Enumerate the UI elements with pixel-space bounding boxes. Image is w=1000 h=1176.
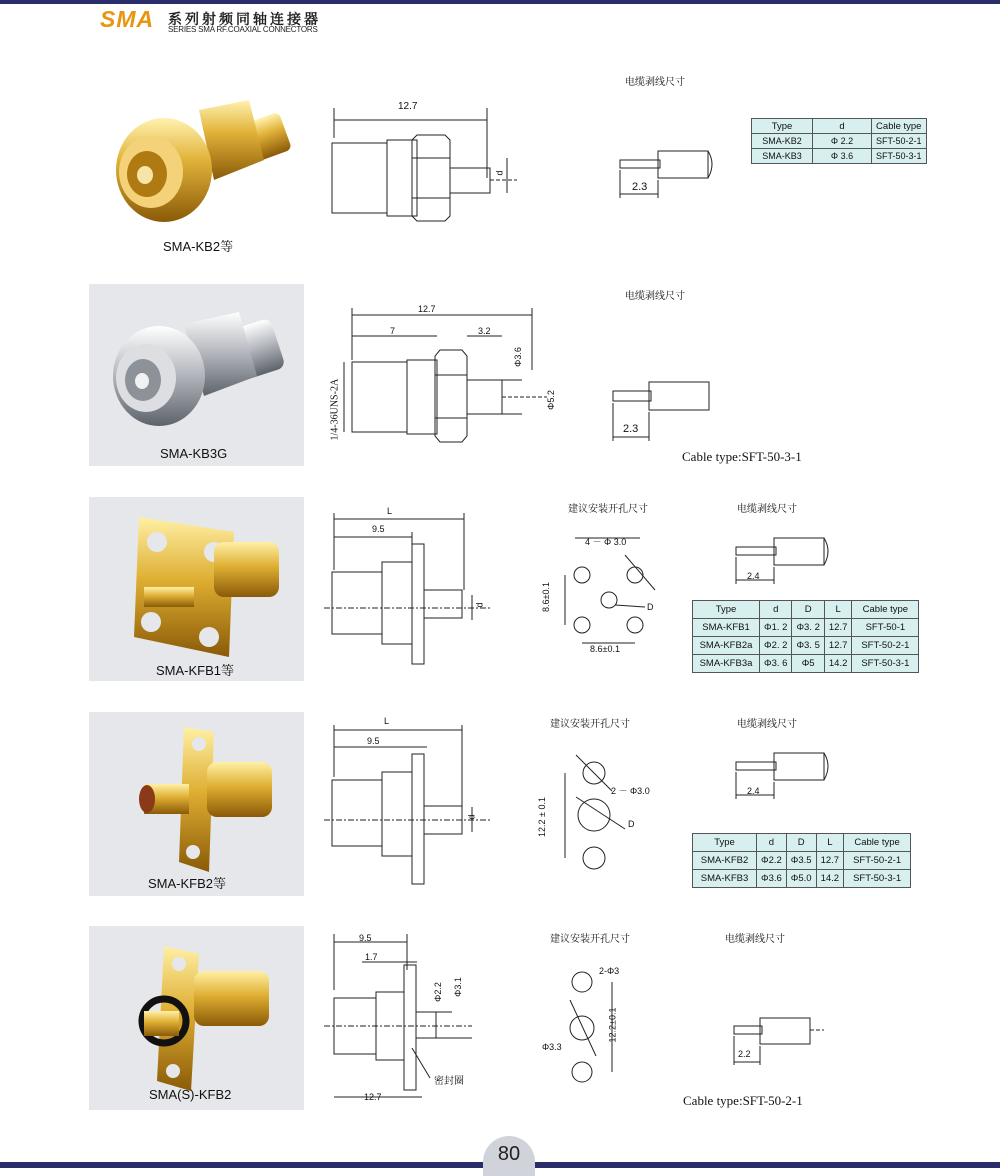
drawing-sma-kb2 bbox=[322, 98, 522, 228]
table-row bbox=[693, 637, 919, 655]
strip-drawing bbox=[728, 530, 838, 590]
brand-logo: SMA bbox=[100, 6, 155, 32]
strip-length: 2.3 bbox=[623, 423, 639, 435]
product-photo-sma-kfb2 bbox=[89, 712, 304, 896]
hole-title: 建议安装开孔尺寸 bbox=[550, 934, 630, 945]
table-row bbox=[693, 870, 911, 888]
cell: SMA-KFB2 bbox=[693, 852, 757, 870]
strip-title: 电缆剥线尺寸 bbox=[737, 719, 797, 730]
product-photo-sma-kfb1 bbox=[89, 497, 304, 681]
cell: Φ 3.6 bbox=[813, 149, 872, 164]
cell: SFT-50-3-1 bbox=[844, 870, 911, 888]
spec-table-kfb1 bbox=[692, 600, 919, 673]
hole-spec: 2 － Φ3.0 bbox=[611, 786, 650, 796]
product-photo-sma-s-kfb2 bbox=[89, 926, 304, 1110]
dim-d1: Φ3.6 bbox=[512, 347, 523, 367]
dim-d: d bbox=[474, 602, 485, 608]
strip-length: 2.2 bbox=[738, 1049, 751, 1059]
hole-spec: 2-Φ3 bbox=[599, 966, 620, 976]
dim-length: 12.7 bbox=[398, 101, 418, 112]
dim-L: L bbox=[384, 716, 390, 726]
hole-title: 建议安装开孔尺寸 bbox=[550, 719, 630, 730]
cell: Φ1. 2 bbox=[760, 619, 792, 637]
cell: SFT-50-3-1 bbox=[852, 655, 919, 673]
cell: Φ3.6 bbox=[757, 870, 787, 888]
dim-d: d bbox=[494, 170, 505, 176]
center-hole: Φ3.3 bbox=[542, 1042, 562, 1052]
cell: SFT-50-3-1 bbox=[872, 149, 927, 164]
table-row bbox=[752, 134, 927, 149]
spec-table-kb bbox=[751, 118, 927, 164]
strip-title: 电缆剥线尺寸 bbox=[625, 291, 685, 302]
cable-type: Cable type:SFT-50-2-1 bbox=[683, 1093, 803, 1108]
cell: 12.7 bbox=[816, 852, 844, 870]
product-label: SMA-KFB1等 bbox=[156, 663, 235, 678]
cell: Φ3. 2 bbox=[792, 619, 824, 637]
hole-drawing bbox=[540, 745, 660, 875]
spec-table-kfb2 bbox=[692, 833, 911, 888]
dim-a: 9.5 bbox=[367, 736, 380, 746]
dim-a: 7 bbox=[390, 326, 396, 336]
cell: Φ3.5 bbox=[786, 852, 816, 870]
strip-length: 2.4 bbox=[747, 571, 760, 581]
strip-drawing bbox=[612, 140, 722, 200]
product-photo-sma-kb3g bbox=[89, 284, 304, 466]
dim-length: 12.7 bbox=[418, 304, 436, 314]
dim-D: D bbox=[647, 602, 654, 612]
hole-drawing bbox=[540, 960, 640, 1090]
dim-d: d bbox=[466, 814, 477, 820]
dim-length: 12.7 bbox=[364, 1092, 382, 1102]
dim-L: L bbox=[387, 506, 393, 516]
page-number: 80 bbox=[483, 1136, 535, 1176]
cell: SFT-50-2-1 bbox=[872, 134, 927, 149]
col-header: Type bbox=[693, 601, 760, 619]
dim-a: 9.5 bbox=[359, 933, 372, 943]
dim-b: 3.2 bbox=[478, 326, 491, 336]
col-header: D bbox=[792, 601, 824, 619]
dim-b: 1.7 bbox=[365, 952, 378, 962]
col-header: L bbox=[824, 601, 852, 619]
col-header: L bbox=[816, 834, 844, 852]
col-header: d bbox=[760, 601, 792, 619]
strip-length: 2.3 bbox=[632, 181, 648, 193]
header-title-cn: 系列射频同轴连接器 bbox=[168, 11, 321, 27]
cell: Φ2. 2 bbox=[760, 637, 792, 655]
cell: Φ3. 5 bbox=[792, 637, 824, 655]
pitch-horizontal: 8.6±0.1 bbox=[590, 644, 620, 654]
dim-d2: Φ5.2 bbox=[545, 390, 556, 410]
table-row bbox=[693, 619, 919, 637]
thread-spec: 1/4-36UNS-2A bbox=[329, 378, 341, 441]
cell: 12.7 bbox=[824, 619, 852, 637]
col-header: Cable type bbox=[852, 601, 919, 619]
cell: 14.2 bbox=[824, 655, 852, 673]
table-row bbox=[693, 655, 919, 673]
strip-drawing bbox=[728, 745, 838, 805]
cell: Φ 2.2 bbox=[813, 134, 872, 149]
table-row bbox=[752, 149, 927, 164]
header-title-en: SERIES SMA RF.COAXIAL CONNECTORS bbox=[168, 25, 318, 34]
col-header: D bbox=[786, 834, 816, 852]
cell: SFT-50-2-1 bbox=[852, 637, 919, 655]
cable-type: Cable type:SFT-50-3-1 bbox=[682, 449, 802, 464]
strip-length: 2.4 bbox=[747, 786, 760, 796]
dim-D: D bbox=[628, 819, 635, 829]
drawing-sma-kfb1 bbox=[322, 510, 502, 680]
cell: SFT-50-1 bbox=[852, 619, 919, 637]
cell: SMA-KFB2a bbox=[693, 637, 760, 655]
hole-title: 建议安装开孔尺寸 bbox=[568, 504, 648, 515]
cell: SFT-50-2-1 bbox=[844, 852, 911, 870]
hole-spec: 4 － Φ 3.0 bbox=[585, 537, 627, 547]
cell: 12.7 bbox=[824, 637, 852, 655]
cell: SMA-KFB3a bbox=[693, 655, 760, 673]
pitch-vertical: 12.2 ± 0.1 bbox=[536, 797, 547, 837]
strip-title: 电缆剥线尺寸 bbox=[625, 77, 685, 88]
pitch-vertical: 12.2±0.1 bbox=[607, 1007, 618, 1043]
col-header: Type bbox=[752, 119, 813, 134]
drawing-sma-s-kfb2 bbox=[322, 930, 502, 1105]
cell: Φ2.2 bbox=[757, 852, 787, 870]
top-rule bbox=[0, 0, 1000, 4]
dim-a: 9.5 bbox=[372, 524, 385, 534]
table-row bbox=[693, 852, 911, 870]
strip-title: 电缆剥线尺寸 bbox=[725, 934, 785, 945]
drawing-sma-kb3g bbox=[322, 300, 562, 450]
drawing-sma-kfb2 bbox=[322, 722, 502, 892]
cell: Φ5.0 bbox=[786, 870, 816, 888]
product-label: SMA(S)-KFB2 bbox=[149, 1087, 232, 1102]
seal-ring-label: 密封圈 bbox=[434, 1076, 464, 1087]
cell: Φ3. 6 bbox=[760, 655, 792, 673]
cell: SMA-KFB1 bbox=[693, 619, 760, 637]
pitch-vertical: 8.6±0.1 bbox=[540, 582, 551, 612]
product-label: SMA-KB2等 bbox=[163, 239, 234, 254]
cell: SMA-KB2 bbox=[752, 134, 813, 149]
cell: 14.2 bbox=[816, 870, 844, 888]
cell: SMA-KB3 bbox=[752, 149, 813, 164]
cell: Φ5 bbox=[792, 655, 824, 673]
col-header: d bbox=[813, 119, 872, 134]
product-label: SMA-KFB2等 bbox=[148, 876, 227, 891]
product-label: SMA-KB3G bbox=[160, 446, 228, 461]
dim-d1: Φ2.2 bbox=[432, 982, 443, 1002]
col-header: Type bbox=[693, 834, 757, 852]
dim-d2: Φ3.1 bbox=[452, 977, 463, 997]
col-header: Cable type bbox=[844, 834, 911, 852]
strip-title: 电缆剥线尺寸 bbox=[737, 504, 797, 515]
col-header: d bbox=[757, 834, 787, 852]
col-header: Cable type bbox=[872, 119, 927, 134]
cell: SMA-KFB3 bbox=[693, 870, 757, 888]
